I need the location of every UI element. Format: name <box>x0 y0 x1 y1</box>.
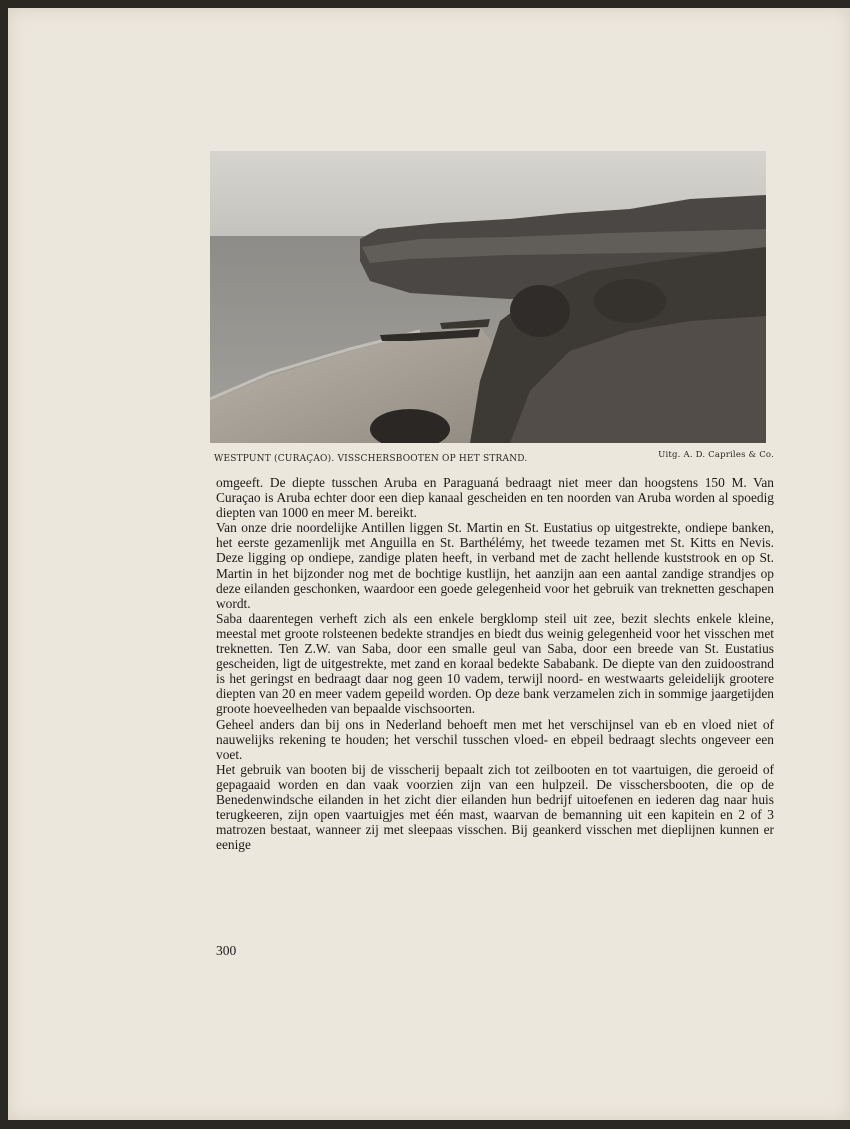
caption-credit: Uitg. A. D. Capriles & Co. <box>658 450 774 460</box>
caption-title: WESTPUNT (CURAÇAO). VISSCHERSBOOTEN OP HET STRAND. <box>214 454 528 464</box>
body-text <box>216 475 774 852</box>
paragraph: omgeeft. De diepte tusschen Aruba en Paraguaná bedraagt niet meer dan hoogstens 150 M. Van Curaçao is Aruba echter door een diep kanaal gescheiden en ten noorden van Aruba worden al spoedig diepten van 1000 en meer M. bereikt. <box>216 475 774 521</box>
photo-coastline-icon <box>210 151 766 443</box>
paragraph: Het gebruik van booten bij de visscherij bepaalt zich tot zeilbooten en tot vaartuigen, die geroeid of gepagaaid worden en dan vaak voorzien zijn van een hulpzeil. De visschersbooten, die op de Benedenwindsche eilanden in het zicht dier eilanden hun bedrijf uitoefenen en iederen dag naar huis terugkeeren, zijn open vaartuigjes met één mast, waarvan de bemanning uit een kapitein en 2 of 3 matrozen bestaat, wanneer zij met sleepaas visschen. Bij geankerd visschen met dieplijnen kunnen er eenige <box>216 761 774 853</box>
paragraph: Saba daarentegen verheft zich als een enkele bergklomp steil uit zee, bezit slechts enkele kleine, meestal met groote rolsteenen bedekte strandjes en biedt dus weinig gelegenheid voor het visschen met treknetten. Ten Z.W. van Saba, door een smalle geul van Saba, door een breede van St. Eustatius gescheiden, ligt de uitgestrekte, met zand en koraal bedekte Sababank. De diepte van den zuidoostrand is het geringst en bedraagt daar nog geen 10 vadem, terwijl noord- en westwaarts geleidelijk grootere diepten van 20 en meer vadem gepeild worden. Op deze bank verzamelen zich in sommige jaargetijden groote hoeveelheden van bepaalde vischsoorten. <box>216 610 774 717</box>
book-page <box>8 8 850 1120</box>
paragraph: Van onze drie noordelijke Antillen liggen St. Martin en St. Eustatius op uitgestrekte, ondiepe banken, het eerste gezamenlijk met Anguilla en St. Barthélémy, het tweede tezamen met St. Kitts en Nevis. Deze ligging op ondiepe, zandige platen heeft, in verband met de zacht hellende kuststrook en op St. Martin in het bijzonder nog met de bochtige kustlijn, het aanzijn aan een aantal zandige strandjes op deze eilanden geschonken, waardoor een goede gelegenheid voor het gebruik van treknetten geschapen wordt. <box>216 520 774 611</box>
coastline-photo <box>210 151 766 443</box>
paragraph: Geheel anders dan bij ons in Nederland behoeft men met het verschijnsel van eb en vloed niet of nauwelijks rekening te houden; het verschil tusschen vloed- en ebpeil bedraagt slechts ongeveer een voet. <box>216 716 774 762</box>
page-number: 300 <box>216 943 237 958</box>
